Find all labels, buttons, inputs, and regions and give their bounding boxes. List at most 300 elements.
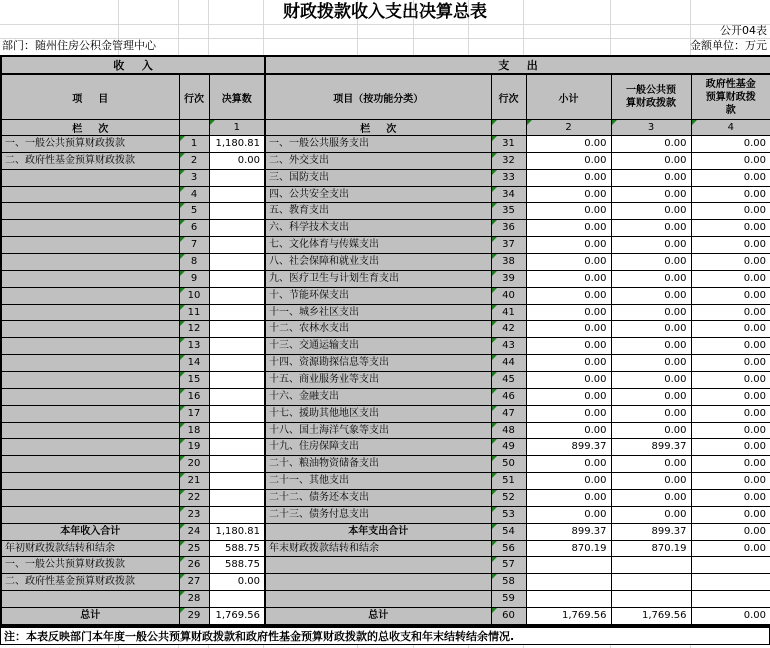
exp-item-cell[interactable]: 年末财政拨款结转和结余 bbox=[265, 540, 491, 557]
exp-subtotal-cell[interactable]: 0.00 bbox=[526, 422, 611, 439]
exp-subtotal-cell[interactable]: 0.00 bbox=[526, 388, 611, 405]
table-row bbox=[1, 287, 770, 304]
exp-govfund-cell[interactable] bbox=[691, 591, 770, 608]
exp-rowno-cell[interactable]: 59 bbox=[491, 591, 526, 608]
income-section-header[interactable]: 收入 bbox=[1, 56, 265, 74]
income-item-cell[interactable] bbox=[1, 405, 179, 422]
table-row bbox=[1, 270, 770, 287]
exp-item-cell[interactable]: 二十、粮油物资储备支出 bbox=[265, 456, 491, 473]
exp-govfund-cell[interactable]: 0.00 bbox=[691, 237, 770, 254]
exp-rowno-cell[interactable]: 48 bbox=[491, 422, 526, 439]
income-amount-cell[interactable] bbox=[209, 270, 265, 287]
exp-govfund-cell[interactable]: 0.00 bbox=[691, 136, 770, 153]
income-amount-cell[interactable] bbox=[209, 591, 265, 608]
exp-subtotal-cell[interactable]: 0.00 bbox=[526, 270, 611, 287]
exp-general-cell[interactable]: 0.00 bbox=[611, 490, 691, 507]
income-amount-cell[interactable] bbox=[209, 186, 265, 203]
income-item-cell[interactable]: 本年收入合计 bbox=[1, 523, 179, 540]
income-amount-cell[interactable]: 0.00 bbox=[209, 574, 265, 591]
exp-item-cell[interactable]: 二十三、债务付息支出 bbox=[265, 506, 491, 523]
footnote: 注：本表反映部门本年度一般公共预算财政拨款和政府性基金预算财政拨款的总收支和年末结转结余情况. bbox=[0, 626, 770, 645]
income-rowno-cell[interactable]: 26 bbox=[179, 557, 209, 574]
exp-govfund-cell[interactable]: 0.00 bbox=[691, 540, 770, 557]
exp-rowno-cell[interactable]: 44 bbox=[491, 355, 526, 372]
exp-general-cell[interactable]: 0.00 bbox=[611, 203, 691, 220]
exp-rowno-cell[interactable]: 46 bbox=[491, 388, 526, 405]
exp-general-cell[interactable]: 899.37 bbox=[611, 439, 691, 456]
income-amount-cell[interactable] bbox=[209, 169, 265, 186]
income-rowno-cell[interactable]: 7 bbox=[179, 237, 209, 254]
income-rowno-cell[interactable]: 5 bbox=[179, 203, 209, 220]
exp-rowno-cell[interactable]: 54 bbox=[491, 523, 526, 540]
exp-general-cell[interactable]: 0.00 bbox=[611, 355, 691, 372]
exp-rowno-cell[interactable]: 56 bbox=[491, 540, 526, 557]
table-row bbox=[1, 456, 770, 473]
exp-general-cell[interactable]: 0.00 bbox=[611, 372, 691, 389]
income-amount-cell[interactable] bbox=[209, 287, 265, 304]
exp-subtotal-cell[interactable]: 0.00 bbox=[526, 220, 611, 237]
exp-subtotal-cell[interactable]: 0.00 bbox=[526, 304, 611, 321]
exp-general-cell[interactable]: 0.00 bbox=[611, 456, 691, 473]
exp-govfund-cell[interactable] bbox=[691, 557, 770, 574]
income-rowno-cell[interactable]: 10 bbox=[179, 287, 209, 304]
income-rowno-cell[interactable]: 27 bbox=[179, 574, 209, 591]
exp-general-cell[interactable]: 0.00 bbox=[611, 422, 691, 439]
exp-rowno-cell[interactable]: 31 bbox=[491, 136, 526, 153]
exp-subtotal-cell[interactable]: 0.00 bbox=[526, 355, 611, 372]
exp-govfund-cell[interactable]: 0.00 bbox=[691, 523, 770, 540]
exp-general-cell[interactable]: 870.19 bbox=[611, 540, 691, 557]
gridline bbox=[208, 645, 209, 648]
exp-subtotal-cell[interactable] bbox=[526, 591, 611, 608]
exp-subtotal-cell[interactable]: 0.00 bbox=[526, 169, 611, 186]
income-item-cell[interactable]: 总计 bbox=[1, 608, 179, 625]
exp-govfund-cell[interactable]: 0.00 bbox=[691, 270, 770, 287]
exp-subtotal-cell[interactable]: 0.00 bbox=[526, 237, 611, 254]
exp-item-cell[interactable] bbox=[265, 574, 491, 591]
exp-general-cell[interactable]: 0.00 bbox=[611, 270, 691, 287]
income-item-cell[interactable] bbox=[1, 186, 179, 203]
table-row bbox=[1, 473, 770, 490]
exp-item-cell[interactable]: 本年支出合计 bbox=[265, 523, 491, 540]
exp-rowno-cell[interactable]: 36 bbox=[491, 220, 526, 237]
exp-govfund-cell[interactable]: 0.00 bbox=[691, 372, 770, 389]
table-row bbox=[1, 405, 770, 422]
table-body bbox=[1, 136, 770, 625]
table-row bbox=[1, 388, 770, 405]
income-item-cell[interactable] bbox=[1, 456, 179, 473]
income-amount-cell[interactable] bbox=[209, 473, 265, 490]
exp-rowno-cell[interactable]: 49 bbox=[491, 439, 526, 456]
income-item-cell[interactable] bbox=[1, 473, 179, 490]
income-rowno-cell[interactable]: 16 bbox=[179, 388, 209, 405]
exp-general-cell[interactable] bbox=[611, 574, 691, 591]
exp-general-cell[interactable]: 0.00 bbox=[611, 136, 691, 153]
table-row bbox=[1, 304, 770, 321]
exp-rowno-cell[interactable]: 39 bbox=[491, 270, 526, 287]
income-item-cell[interactable] bbox=[1, 254, 179, 271]
exp-general-cell[interactable]: 0.00 bbox=[611, 254, 691, 271]
gridline bbox=[357, 645, 358, 648]
table-row bbox=[1, 490, 770, 507]
income-amount-cell[interactable] bbox=[209, 220, 265, 237]
gridline bbox=[178, 645, 179, 648]
exp-col-number-2[interactable]: 2 bbox=[526, 120, 611, 136]
exp-rowno-cell[interactable]: 37 bbox=[491, 237, 526, 254]
table-row bbox=[1, 372, 770, 389]
income-rowno-cell[interactable]: 17 bbox=[179, 405, 209, 422]
col-income-amount[interactable]: 决算数 bbox=[209, 74, 265, 120]
exp-general-cell[interactable]: 0.00 bbox=[611, 405, 691, 422]
table-row bbox=[1, 203, 770, 220]
table-row bbox=[1, 355, 770, 372]
exp-general-cell[interactable]: 1,769.56 bbox=[611, 608, 691, 625]
income-item-cell[interactable]: 二、政府性基金预算财政拨款 bbox=[1, 574, 179, 591]
income-item-cell[interactable] bbox=[1, 321, 179, 338]
exp-general-cell[interactable]: 0.00 bbox=[611, 152, 691, 169]
exp-general-cell[interactable]: 0.00 bbox=[611, 473, 691, 490]
exp-subtotal-cell[interactable]: 0.00 bbox=[526, 152, 611, 169]
income-item-cell[interactable] bbox=[1, 220, 179, 237]
table-row bbox=[1, 220, 770, 237]
income-amount-cell[interactable] bbox=[209, 439, 265, 456]
exp-general-cell[interactable] bbox=[611, 591, 691, 608]
exp-govfund-cell[interactable]: 0.00 bbox=[691, 388, 770, 405]
exp-govfund-cell[interactable]: 0.00 bbox=[691, 287, 770, 304]
exp-item-cell[interactable]: 十四、资源勘探信息等支出 bbox=[265, 355, 491, 372]
gridline bbox=[690, 645, 691, 648]
exp-govfund-cell[interactable]: 0.00 bbox=[691, 169, 770, 186]
exp-subtotal-cell[interactable]: 0.00 bbox=[526, 405, 611, 422]
income-rowno-cell[interactable]: 8 bbox=[179, 254, 209, 271]
exp-item-cell[interactable] bbox=[265, 591, 491, 608]
income-amount-cell[interactable]: 1,180.81 bbox=[209, 523, 265, 540]
exp-general-cell[interactable]: 0.00 bbox=[611, 169, 691, 186]
bottom-grid-strip bbox=[0, 645, 770, 648]
income-rowno-cell[interactable]: 1 bbox=[179, 136, 209, 153]
exp-rowno-cell[interactable]: 50 bbox=[491, 456, 526, 473]
exp-item-cell[interactable]: 八、社会保障和就业支出 bbox=[265, 254, 491, 271]
col-exp-gov-fund[interactable]: 政府性基金预算财政拨款 bbox=[691, 74, 770, 120]
income-amount-cell[interactable]: 588.75 bbox=[209, 557, 265, 574]
income-item-cell[interactable] bbox=[1, 304, 179, 321]
income-item-cell[interactable] bbox=[1, 237, 179, 254]
income-amount-cell[interactable] bbox=[209, 237, 265, 254]
exp-general-cell[interactable]: 0.00 bbox=[611, 506, 691, 523]
income-amount-cell[interactable]: 0.00 bbox=[209, 152, 265, 169]
table-row bbox=[1, 321, 770, 338]
exp-govfund-cell[interactable]: 0.00 bbox=[691, 422, 770, 439]
exp-item-cell[interactable]: 五、教育支出 bbox=[265, 203, 491, 220]
col-exp-row-no[interactable]: 行次 bbox=[491, 74, 526, 120]
exp-govfund-cell[interactable]: 0.00 bbox=[691, 439, 770, 456]
income-rowno-cell[interactable]: 23 bbox=[179, 506, 209, 523]
exp-rowno-cell[interactable]: 45 bbox=[491, 372, 526, 389]
income-item-cell[interactable] bbox=[1, 388, 179, 405]
col-income-row-no[interactable]: 行次 bbox=[179, 74, 209, 120]
unit-label: 金额单位：万元 bbox=[690, 39, 767, 52]
exp-govfund-cell[interactable]: 0.00 bbox=[691, 321, 770, 338]
col-income-item[interactable]: 项目 bbox=[1, 74, 179, 120]
exp-item-cell[interactable]: 十六、金融支出 bbox=[265, 388, 491, 405]
income-item-cell[interactable]: 年初财政拨款结转和结余 bbox=[1, 540, 179, 557]
section-header-row bbox=[1, 56, 770, 74]
exp-govfund-cell[interactable]: 0.00 bbox=[691, 473, 770, 490]
exp-rowno-cell[interactable]: 60 bbox=[491, 608, 526, 625]
exp-general-cell[interactable] bbox=[611, 557, 691, 574]
exp-item-cell[interactable]: 总计 bbox=[265, 608, 491, 625]
exp-rowno-cell[interactable]: 40 bbox=[491, 287, 526, 304]
income-rowno-cell[interactable]: 28 bbox=[179, 591, 209, 608]
exp-rowno-cell[interactable]: 34 bbox=[491, 186, 526, 203]
table-row bbox=[1, 574, 770, 591]
exp-govfund-cell[interactable]: 0.00 bbox=[691, 220, 770, 237]
income-amount-cell[interactable] bbox=[209, 490, 265, 507]
income-item-cell[interactable] bbox=[1, 372, 179, 389]
gridline bbox=[610, 645, 611, 648]
table-row bbox=[1, 136, 770, 153]
exp-item-cell[interactable]: 一、一般公共服务支出 bbox=[265, 136, 491, 153]
income-rowno-cell[interactable]: 4 bbox=[179, 186, 209, 203]
exp-general-cell[interactable]: 899.37 bbox=[611, 523, 691, 540]
income-amount-cell[interactable] bbox=[209, 203, 265, 220]
exp-item-cell[interactable]: 九、医疗卫生与计划生育支出 bbox=[265, 270, 491, 287]
exp-rowno-cell[interactable]: 53 bbox=[491, 506, 526, 523]
exp-item-cell[interactable]: 三、国防支出 bbox=[265, 169, 491, 186]
income-amount-cell[interactable] bbox=[209, 355, 265, 372]
exp-item-cell[interactable]: 十二、农林水支出 bbox=[265, 321, 491, 338]
income-item-cell[interactable] bbox=[1, 355, 179, 372]
income-col-number[interactable]: 1 bbox=[209, 120, 265, 136]
exp-subtotal-cell[interactable]: 0.00 bbox=[526, 186, 611, 203]
exp-govfund-cell[interactable]: 0.00 bbox=[691, 152, 770, 169]
col-exp-subtotal[interactable]: 小计 bbox=[526, 74, 611, 120]
exp-general-cell[interactable]: 0.00 bbox=[611, 237, 691, 254]
exp-item-cell[interactable]: 十三、交通运输支出 bbox=[265, 338, 491, 355]
income-item-cell[interactable] bbox=[1, 591, 179, 608]
exp-govfund-cell[interactable]: 0.00 bbox=[691, 355, 770, 372]
gridline bbox=[468, 645, 469, 648]
gridline bbox=[118, 645, 119, 648]
exp-lanci-label[interactable]: 栏次 bbox=[265, 120, 491, 136]
exp-govfund-cell[interactable]: 0.00 bbox=[691, 203, 770, 220]
exp-subtotal-cell[interactable]: 0.00 bbox=[526, 506, 611, 523]
income-rowno-cell[interactable]: 18 bbox=[179, 422, 209, 439]
exp-govfund-cell[interactable]: 0.00 bbox=[691, 254, 770, 271]
exp-item-cell[interactable]: 四、公共安全支出 bbox=[265, 186, 491, 203]
income-rowno-cell[interactable]: 20 bbox=[179, 456, 209, 473]
exp-govfund-cell[interactable] bbox=[691, 574, 770, 591]
gridline bbox=[413, 645, 414, 648]
exp-item-cell[interactable]: 十一、城乡社区支出 bbox=[265, 304, 491, 321]
exp-govfund-cell[interactable]: 0.00 bbox=[691, 338, 770, 355]
income-rowno-cell[interactable]: 22 bbox=[179, 490, 209, 507]
table-row bbox=[1, 169, 770, 186]
income-amount-cell[interactable] bbox=[209, 321, 265, 338]
exp-item-cell[interactable]: 六、科学技术支出 bbox=[265, 220, 491, 237]
exp-general-cell[interactable]: 0.00 bbox=[611, 287, 691, 304]
col-exp-general-budget[interactable]: 一般公共预算财政拨款 bbox=[611, 74, 691, 120]
exp-rowno-cell[interactable]: 43 bbox=[491, 338, 526, 355]
exp-col-number-4[interactable]: 4 bbox=[691, 120, 770, 136]
table-row bbox=[1, 506, 770, 523]
exp-subtotal-cell[interactable]: 0.00 bbox=[526, 338, 611, 355]
exp-govfund-cell[interactable]: 0.00 bbox=[691, 608, 770, 625]
page-title: 财政拨款收入支出决算总表 bbox=[283, 2, 487, 22]
exp-rowno-cell[interactable]: 32 bbox=[491, 152, 526, 169]
exp-subtotal-cell[interactable]: 0.00 bbox=[526, 372, 611, 389]
income-amount-cell[interactable] bbox=[209, 405, 265, 422]
exp-item-cell[interactable]: 十、节能环保支出 bbox=[265, 287, 491, 304]
exp-item-cell[interactable]: 十八、国土海洋气象等支出 bbox=[265, 422, 491, 439]
table-row bbox=[1, 540, 770, 557]
income-item-cell[interactable] bbox=[1, 203, 179, 220]
exp-rowno-cell[interactable]: 57 bbox=[491, 557, 526, 574]
exp-subtotal-cell[interactable]: 0.00 bbox=[526, 254, 611, 271]
income-rowno-cell[interactable]: 2 bbox=[179, 152, 209, 169]
income-item-cell[interactable] bbox=[1, 506, 179, 523]
income-amount-cell[interactable] bbox=[209, 388, 265, 405]
income-rowno-cell[interactable]: 12 bbox=[179, 321, 209, 338]
table-row bbox=[1, 591, 770, 608]
exp-subtotal-cell[interactable]: 0.00 bbox=[526, 321, 611, 338]
exp-subtotal-cell[interactable]: 0.00 bbox=[526, 456, 611, 473]
exp-govfund-cell[interactable]: 0.00 bbox=[691, 304, 770, 321]
income-rowno-cell[interactable]: 25 bbox=[179, 540, 209, 557]
exp-subtotal-cell[interactable]: 0.00 bbox=[526, 203, 611, 220]
exp-govfund-cell[interactable]: 0.00 bbox=[691, 456, 770, 473]
income-item-cell[interactable] bbox=[1, 287, 179, 304]
col-exp-item[interactable]: 项目（按功能分类） bbox=[265, 74, 491, 120]
income-amount-cell[interactable]: 1,180.81 bbox=[209, 136, 265, 153]
income-rowno-cell[interactable]: 9 bbox=[179, 270, 209, 287]
exp-item-cell[interactable]: 七、文化体育与传媒支出 bbox=[265, 237, 491, 254]
income-lanci-label[interactable]: 栏次 bbox=[1, 120, 179, 136]
budget-table bbox=[0, 55, 770, 626]
exp-subtotal-cell[interactable]: 870.19 bbox=[526, 540, 611, 557]
exp-rowno-cell[interactable]: 47 bbox=[491, 405, 526, 422]
exp-lanci-rowno-cell[interactable] bbox=[491, 120, 526, 136]
table-row bbox=[1, 254, 770, 271]
income-amount-cell[interactable] bbox=[209, 372, 265, 389]
income-amount-cell[interactable] bbox=[209, 422, 265, 439]
exp-govfund-cell[interactable]: 0.00 bbox=[691, 490, 770, 507]
gridline bbox=[263, 645, 264, 648]
income-rowno-cell[interactable]: 29 bbox=[179, 608, 209, 625]
sheet-label: 公开04表 bbox=[720, 24, 767, 37]
exp-subtotal-cell[interactable]: 0.00 bbox=[526, 136, 611, 153]
exp-rowno-cell[interactable]: 51 bbox=[491, 473, 526, 490]
column-header-row bbox=[1, 74, 770, 120]
income-rowno-cell[interactable]: 21 bbox=[179, 473, 209, 490]
income-item-cell[interactable] bbox=[1, 169, 179, 186]
exp-general-cell[interactable]: 0.00 bbox=[611, 388, 691, 405]
table-row bbox=[1, 338, 770, 355]
exp-general-cell[interactable]: 0.00 bbox=[611, 304, 691, 321]
table-row bbox=[1, 608, 770, 625]
exp-rowno-cell[interactable]: 38 bbox=[491, 254, 526, 271]
income-item-cell[interactable] bbox=[1, 439, 179, 456]
exp-govfund-cell[interactable]: 0.00 bbox=[691, 186, 770, 203]
exp-general-cell[interactable]: 0.00 bbox=[611, 186, 691, 203]
exp-subtotal-cell[interactable] bbox=[526, 574, 611, 591]
expenditure-section-header[interactable]: 支出 bbox=[265, 56, 770, 74]
table-row bbox=[1, 186, 770, 203]
income-item-cell[interactable]: 一、一般公共预算财政拨款 bbox=[1, 557, 179, 574]
income-amount-cell[interactable] bbox=[209, 506, 265, 523]
income-rowno-cell[interactable]: 14 bbox=[179, 355, 209, 372]
income-rowno-cell[interactable]: 15 bbox=[179, 372, 209, 389]
income-amount-cell[interactable] bbox=[209, 456, 265, 473]
exp-subtotal-cell[interactable]: 899.37 bbox=[526, 439, 611, 456]
income-amount-cell[interactable] bbox=[209, 304, 265, 321]
exp-subtotal-cell[interactable]: 899.37 bbox=[526, 523, 611, 540]
income-item-cell[interactable]: 一、一般公共预算财政拨款 bbox=[1, 136, 179, 153]
exp-col-number-3[interactable]: 3 bbox=[611, 120, 691, 136]
exp-item-cell[interactable]: 二、外交支出 bbox=[265, 152, 491, 169]
exp-general-cell[interactable]: 0.00 bbox=[611, 220, 691, 237]
exp-rowno-cell[interactable]: 58 bbox=[491, 574, 526, 591]
income-rowno-cell[interactable]: 11 bbox=[179, 304, 209, 321]
income-rowno-cell[interactable]: 6 bbox=[179, 220, 209, 237]
income-amount-cell[interactable] bbox=[209, 338, 265, 355]
table-row bbox=[1, 557, 770, 574]
exp-item-cell[interactable]: 十九、住房保障支出 bbox=[265, 439, 491, 456]
table-row bbox=[1, 237, 770, 254]
department-label: 部门：随州住房公积金管理中心 bbox=[2, 39, 156, 52]
table-row bbox=[1, 152, 770, 169]
exp-subtotal-cell[interactable]: 0.00 bbox=[526, 473, 611, 490]
exp-item-cell[interactable]: 十五、商业服务业等支出 bbox=[265, 372, 491, 389]
exp-subtotal-cell[interactable]: 0.00 bbox=[526, 287, 611, 304]
exp-govfund-cell[interactable]: 0.00 bbox=[691, 405, 770, 422]
income-rowno-cell[interactable]: 19 bbox=[179, 439, 209, 456]
income-item-cell[interactable] bbox=[1, 422, 179, 439]
exp-rowno-cell[interactable]: 41 bbox=[491, 304, 526, 321]
exp-general-cell[interactable]: 0.00 bbox=[611, 321, 691, 338]
income-rowno-cell[interactable]: 3 bbox=[179, 169, 209, 186]
exp-rowno-cell[interactable]: 33 bbox=[491, 169, 526, 186]
exp-subtotal-cell[interactable]: 1,769.56 bbox=[526, 608, 611, 625]
income-amount-cell[interactable]: 588.75 bbox=[209, 540, 265, 557]
exp-item-cell[interactable]: 二十二、债务还本支出 bbox=[265, 490, 491, 507]
exp-item-cell[interactable]: 十七、援助其他地区支出 bbox=[265, 405, 491, 422]
exp-subtotal-cell[interactable]: 0.00 bbox=[526, 490, 611, 507]
income-amount-cell[interactable]: 1,769.56 bbox=[209, 608, 265, 625]
table-row bbox=[1, 422, 770, 439]
exp-rowno-cell[interactable]: 42 bbox=[491, 321, 526, 338]
exp-govfund-cell[interactable]: 0.00 bbox=[691, 506, 770, 523]
income-item-cell[interactable] bbox=[1, 270, 179, 287]
exp-item-cell[interactable]: 二十一、其他支出 bbox=[265, 473, 491, 490]
exp-rowno-cell[interactable]: 52 bbox=[491, 490, 526, 507]
exp-rowno-cell[interactable]: 35 bbox=[491, 203, 526, 220]
sheet-header-area bbox=[0, 0, 770, 55]
income-item-cell[interactable] bbox=[1, 338, 179, 355]
table-row bbox=[1, 523, 770, 540]
table-row bbox=[1, 439, 770, 456]
exp-item-cell[interactable] bbox=[265, 557, 491, 574]
income-lanci-rowno-cell[interactable] bbox=[179, 120, 209, 136]
exp-general-cell[interactable]: 0.00 bbox=[611, 338, 691, 355]
income-item-cell[interactable]: 二、政府性基金预算财政拨款 bbox=[1, 152, 179, 169]
income-rowno-cell[interactable]: 13 bbox=[179, 338, 209, 355]
income-rowno-cell[interactable]: 24 bbox=[179, 523, 209, 540]
gridline bbox=[523, 645, 524, 648]
income-item-cell[interactable] bbox=[1, 490, 179, 507]
exp-subtotal-cell[interactable] bbox=[526, 557, 611, 574]
income-amount-cell[interactable] bbox=[209, 254, 265, 271]
